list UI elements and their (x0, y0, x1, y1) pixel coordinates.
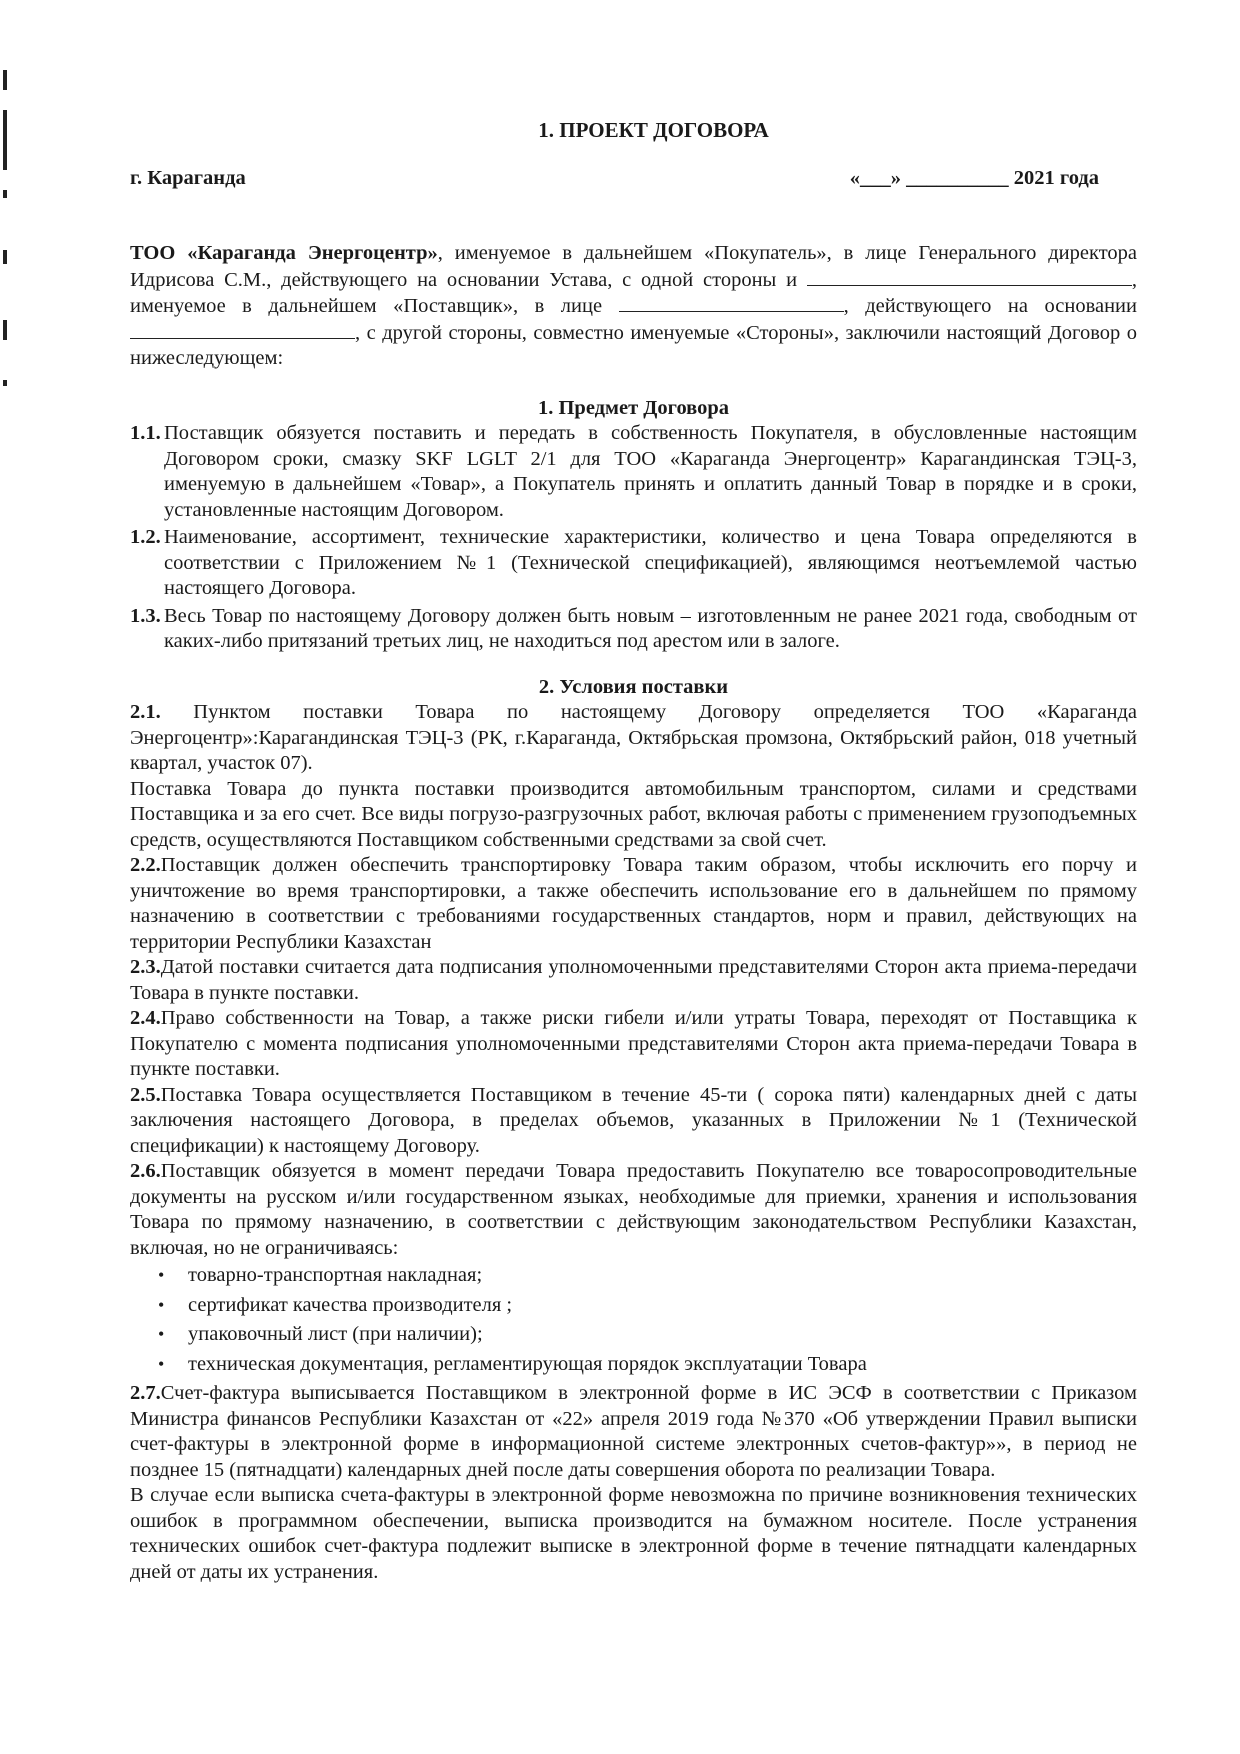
clause-2-4: 2.4.Право собственности на Товар, а также риски гибели и/или утраты Товара, переходят от Поставщика к Покупателю с момента подписания уполномоченными представителями Сторон акта приема-передачи Товара в пункте поставки. (130, 1007, 1137, 1080)
contract-page (130, 118, 1137, 1585)
list-item: • сертификат качества производителя ; (158, 1293, 1137, 1319)
section-1-title: 1. Предмет Договора (537, 396, 730, 419)
clause-2-7: 2.7.Счет-фактура выписывается Поставщиком в электронной форме в ИС ЭСФ в соответствии с Приказом Министра финансов Республики Казахстан от «22» апреля 2019 года №370 «Об утверждении Правил выписки счет-фактуры в электронной форме в информационной системе электронных счетов-фактур»», в период не позднее 15 (пятнадцати) календарных дней после даты совершения оборота по реализации Товара. (130, 1382, 1137, 1481)
clause-1-2: 1.2. Наименование, ассортимент, технические характеристики, количество и цена Товара определяются в соответствии с Приложением №1 (Технической спецификацией), являющимся неотъемлемой частью настоящего Договора. (130, 526, 1137, 599)
representative-blank (619, 293, 844, 312)
list-item: • упаковочный лист (при наличии); (158, 1322, 1137, 1348)
clause-1-3: 1.3. Весь Товар по настоящему Договору должен быть новым – изготовленным не ранее 2021 года, свободным от каких-либо притязаний третьих лиц, не находиться под арестом или в залоге. (130, 604, 1137, 652)
documents-list (130, 1263, 1137, 1377)
clause-2-1-delivery: Поставка Товара до пункта поставки производится автомобильным транспортом, силами и средствами Поставщика и за его счет. Все виды погрузо-разгрузочных работ, включая работы с применением грузоподъемных средств, осуществляются Поставщиком собственными средствами за свой счет. (130, 777, 1137, 851)
list-item: • техническая документация, регламентирующая порядок эксплуатации Товара (158, 1352, 1137, 1378)
clause-1-1: 1.1. Поставщик обязуется поставить и передать в собственность Покупателя, в обусловленные настоящим Договором сроки, смазку SKF LGLT 2/1 для ТОО «Караганда Энергоцентр» Карагандинская ТЭЦ-3, именуемую в дальнейшем «Товар», а Покупатель принять и оплатить данный Товар в порядке и в сроки, установленные настоящим Договором. (130, 422, 1137, 521)
clause-2-2: 2.2.Поставщик должен обеспечить транспортировку Товара таким образом, чтобы исключить его порчу и уничтожение во время транспортировки, а также обеспечить использование его в дальнейшем по прямому назначению в соответствии с требованиями государственных стандартов, норм и правил, действующих на территории Республики Казахстан (130, 854, 1137, 953)
city: г. Караганда (130, 166, 246, 189)
preamble: ТОО «Караганда Энергоцентр», именуемое в дальнейшем «Покупатель», в лице Генерального директора Идрисова С.М., действующего на основании Устава, с одной стороны и , именуемое в дальнейшем «Поставщик», в лице , действующего на основании , с другой стороны, совместно именуемые «Стороны», заключили настоящий Договор о нижеследующем: (130, 242, 1138, 369)
section-2-title: 2. Условия поставки (538, 675, 729, 698)
buyer-company: ТОО «Караганда Энергоцентр» (130, 242, 438, 264)
clause-2-1: 2.1. Пунктом поставки Товара по настоящему Договору определяется ТОО «Караганда Энергоцентр»:Карагандинская ТЭЦ-3 (РК, г.Караганда, Октябрьская промзона, Октябрьский район, 018 учетный квартал, участок 07). (130, 701, 1137, 774)
clause-2-5: 2.5.Поставка Товара осуществляется Поставщиком в течение 45-ти ( сорока пяти) календарных дней с даты заключения настоящего Договора, в пределах объемов, указанных в Приложении №1 (Технической спецификации) к настоящему Договору. (130, 1083, 1137, 1157)
section-1-items (130, 421, 1137, 655)
scan-edge-marks (0, 40, 10, 460)
city-date-line (130, 166, 1137, 192)
supplier-name-blank (807, 267, 1132, 286)
document-title: 1. ПРОЕКТ ДОГОВОРА (538, 118, 769, 142)
contract-date: «___» __________ 2021 года (849, 166, 1099, 189)
clause-2-3: 2.3.Датой поставки считается дата подписания уполномоченными представителями Сторон акта приема-передачи Товара в пункте поставки. (130, 956, 1137, 1004)
basis-blank (130, 320, 355, 339)
clause-2-6: 2.6.Поставщик обязуется в момент передачи Товара предоставить Покупателю все товаросопроводительные документы на русском и/или государственном языках, необходимые для приемки, хранения и использования Товара по прямому назначению, в соответствии с действующим законодательством Республики Казахстан, включая, но не ограничиваясь: (130, 1160, 1137, 1259)
list-item: • товарно-транспортная накладная; (158, 1263, 1137, 1289)
clause-2-7-paper: В случае если выписка счета-фактуры в электронной форме невозможна по причине возникновения технических ошибок в программном обеспечении, выписка производится на бумажном носителе. После устранения технических ошибок счет-фактура подлежит выписке в электронной форме в течение пятнадцати календарных дней от даты их устранения. (130, 1484, 1137, 1583)
